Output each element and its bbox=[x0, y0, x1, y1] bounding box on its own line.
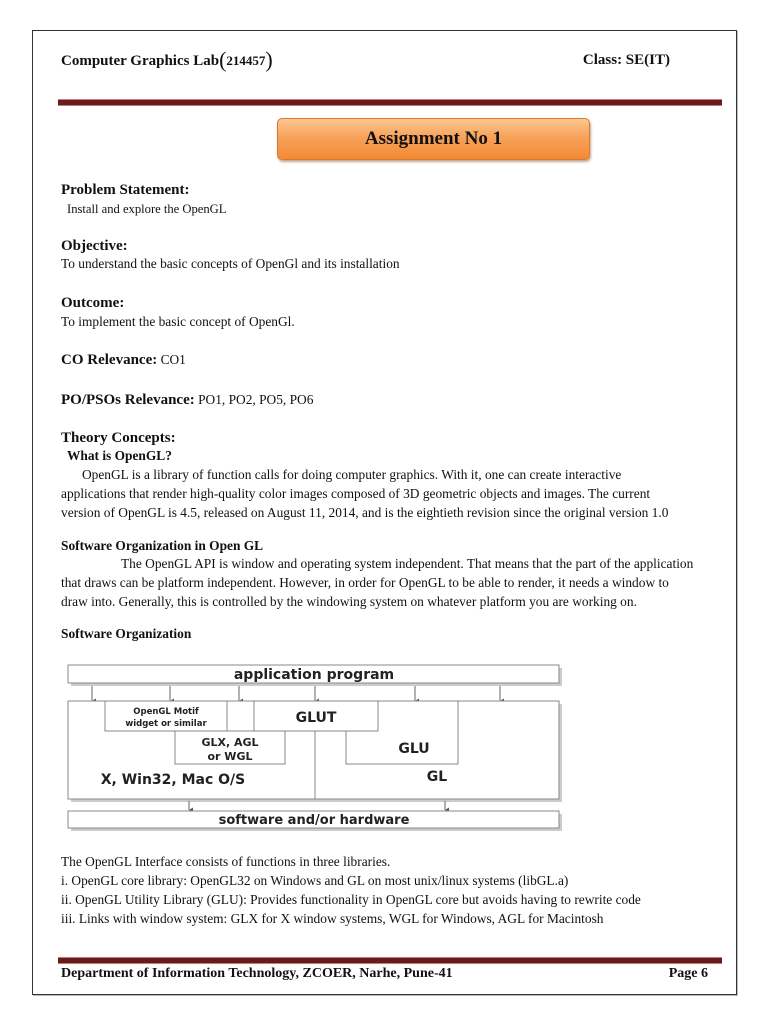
software-org-opengl-heading: Software Organization in Open GL bbox=[61, 538, 264, 553]
library-item: ii. OpenGL Utility Library (GLU): Provides functionality in OpenGL core but avoids having to rewrite code bbox=[61, 892, 641, 907]
paragraph-line: draw into. Generally, this is controlled by the windowing system on whatever platform you are working on. bbox=[61, 594, 637, 609]
header-rule bbox=[58, 99, 722, 106]
libraries-list bbox=[61, 852, 721, 928]
glx-label-line1: GLX, AGL bbox=[201, 736, 259, 749]
what-is-opengl-heading: What is OpenGL? bbox=[67, 448, 172, 463]
po-relevance-value: PO1, PO2, PO5, PO6 bbox=[194, 392, 314, 407]
course-title bbox=[61, 47, 273, 73]
objective-heading: Objective: bbox=[61, 238, 128, 254]
outcome-heading: Outcome: bbox=[61, 295, 125, 311]
po-relevance bbox=[61, 392, 313, 409]
glu-label: GLU bbox=[398, 741, 430, 757]
co-relevance-label: CO Relevance: bbox=[61, 352, 158, 368]
paragraph-line: The OpenGL API is window and operating system independent. That means that the part of the application bbox=[121, 556, 694, 571]
motif-label-line1: OpenGL Motif bbox=[133, 707, 199, 717]
paragraph-line: applications that render high-quality color images composed of 3D geometric objects and images. The current bbox=[61, 486, 651, 501]
software-hardware-label: software and/or hardware bbox=[218, 813, 410, 828]
course-name: Computer Graphics Lab bbox=[61, 53, 220, 69]
class-label: Class: SE(IT) bbox=[582, 52, 670, 68]
paren-close: ) bbox=[265, 47, 273, 72]
application-program-label: application program bbox=[233, 667, 395, 683]
glx-label-line2: or WGL bbox=[207, 750, 253, 763]
what-is-opengl-paragraph bbox=[61, 465, 721, 522]
software-org-opengl-paragraph bbox=[61, 554, 721, 611]
motif-label-line2: widget or similar bbox=[125, 719, 207, 729]
gl-label: GL bbox=[426, 769, 448, 785]
paren-open: ( bbox=[219, 47, 227, 72]
assignment-banner: Assignment No 1 bbox=[277, 118, 590, 160]
outcome-text: To implement the basic concept of OpenGl. bbox=[61, 314, 295, 329]
problem-statement-heading: Problem Statement: bbox=[61, 182, 190, 198]
course-code: 214457 bbox=[226, 53, 266, 68]
problem-statement-text: Install and explore the OpenGL bbox=[67, 202, 227, 216]
os-label: X, Win32, Mac O/S bbox=[100, 772, 246, 788]
software-organization-diagram bbox=[64, 660, 564, 835]
software-org-heading: Software Organization bbox=[61, 626, 192, 641]
objective-text: To understand the basic concepts of OpenGl and its installation bbox=[61, 256, 400, 271]
paragraph-line: OpenGL is a library of function calls for doing computer graphics. With it, one can create interactive bbox=[82, 467, 622, 482]
footer-rule bbox=[58, 957, 722, 964]
glut-label: GLUT bbox=[295, 710, 337, 726]
library-item: i. OpenGL core library: OpenGL32 on Windows and GL on most unix/linux systems (libGL.a) bbox=[61, 873, 569, 888]
footer-department: Department of Information Technology, ZCOER, Narhe, Pune-41 bbox=[61, 966, 453, 981]
library-item: iii. Links with window system: GLX for X window systems, WGL for Windows, AGL for Macintosh bbox=[61, 911, 604, 926]
theory-heading: Theory Concepts: bbox=[61, 430, 176, 446]
page-number: Page 6 bbox=[668, 966, 708, 981]
co-relevance bbox=[61, 352, 186, 369]
co-relevance-value: CO1 bbox=[157, 352, 186, 367]
paragraph-line: that draws can be platform independent. However, in order for OpenGL to be able to render, it needs a window to bbox=[61, 575, 669, 590]
paragraph-line: version of OpenGL is 4.5, released on August 11, 2014, and is the eightieth revision since the original version 1.0 bbox=[61, 505, 669, 520]
po-relevance-label: PO/PSOs Relevance: bbox=[61, 392, 195, 408]
libraries-intro: The OpenGL Interface consists of functions in three libraries. bbox=[61, 854, 391, 869]
